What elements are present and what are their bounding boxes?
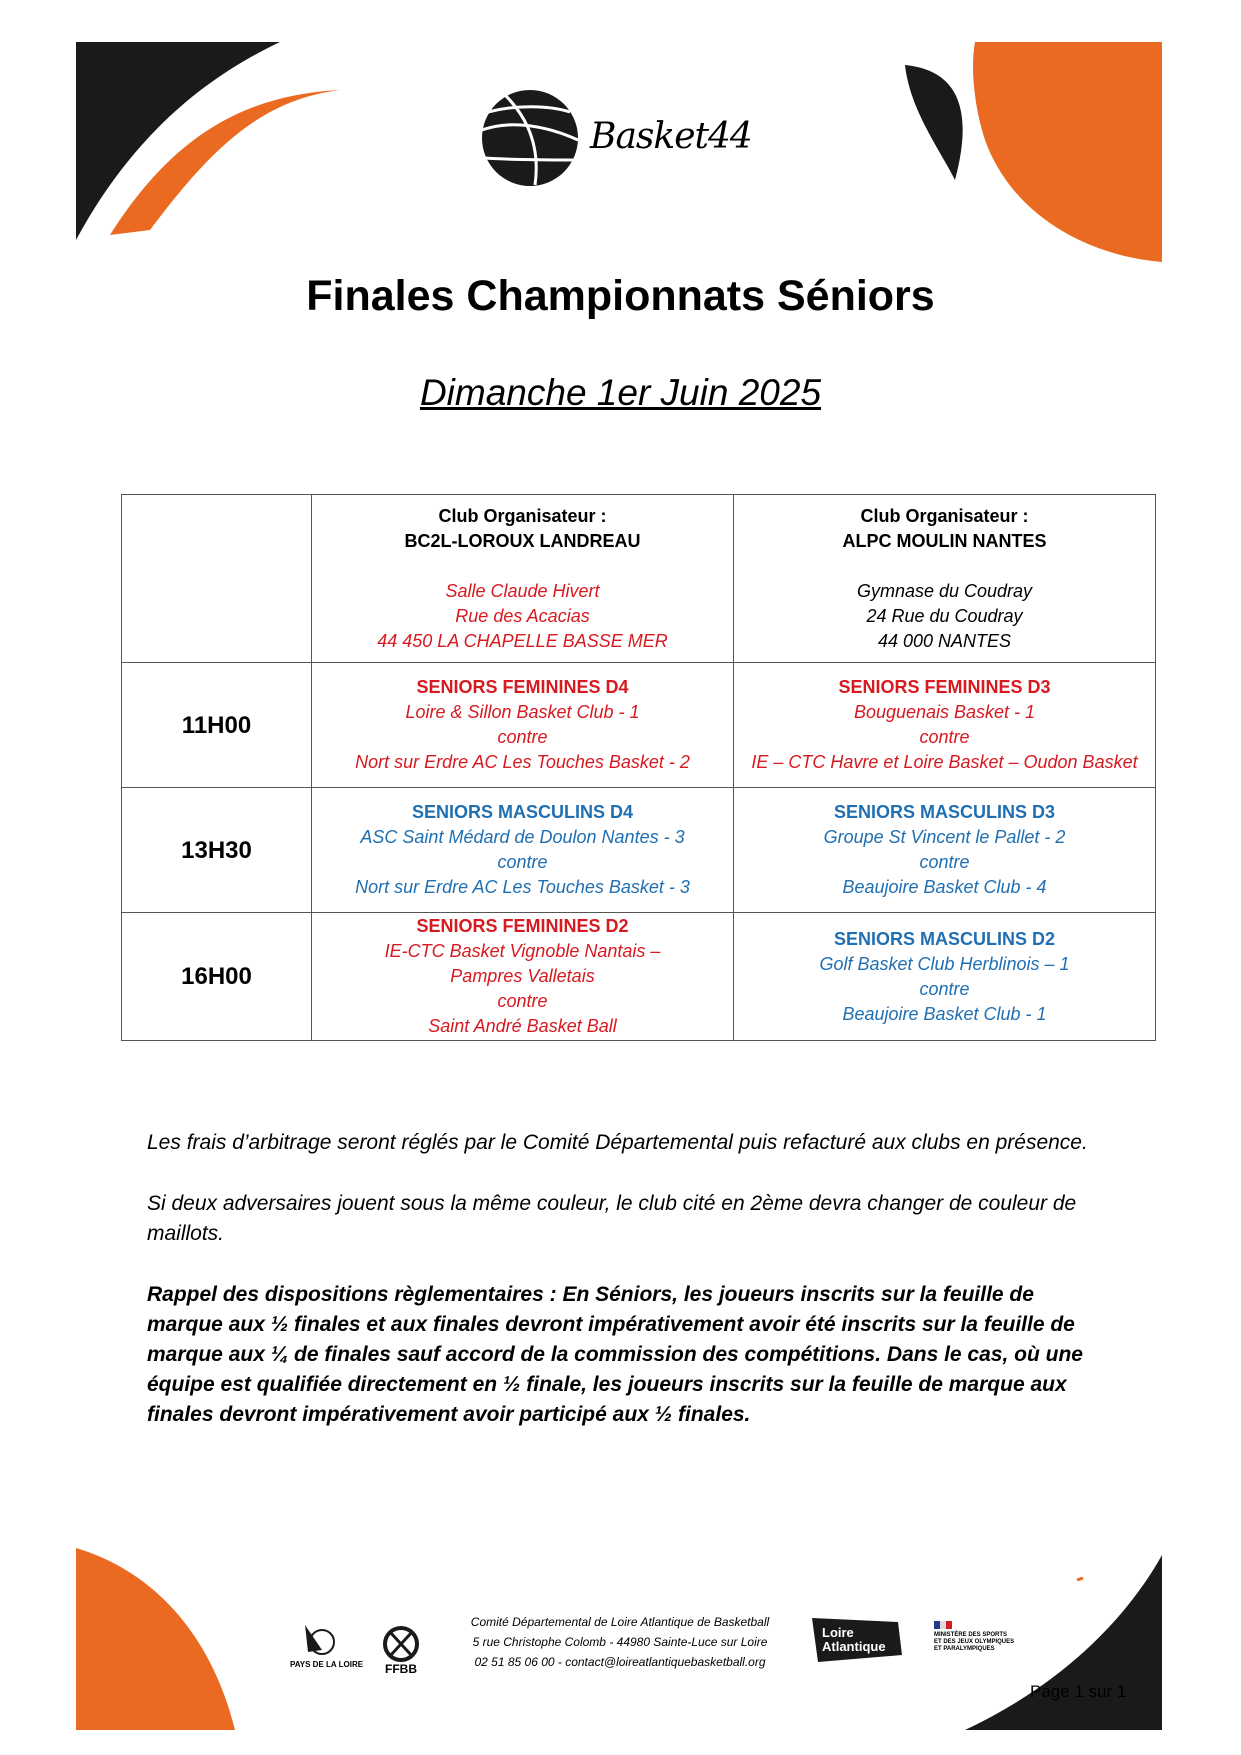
match-category: SENIORS MASCULINS D2 <box>833 928 1056 949</box>
rules-reminder: Rappel des dispositions règlementaires : En Séniors, les joueurs inscrits sur la feuille de marque aux ½ finales et aux finales devront impérativement avoir été inscrits sur la feuille de marque aux ¼ de finales sauf accord de la commission des compétitions. Dans le cas, où une équipe est qualifiée directement en ½ finale, les joueurs inscrits sur la feuille de marque aux finales devront impérativement avoir participé aux ½ finales. <box>147 1283 1083 1426</box>
venue-address-line: Gymnase du Coudray <box>856 580 1033 601</box>
ministry-logo-text: MINISTÈRE DES SPORTS ET DES JEUX OLYMPIQUES ET PARALYMPIQUES <box>934 1632 1015 1652</box>
match-team2: Nort sur Erdre AC Les Touches Basket - 2 <box>355 752 690 772</box>
match-team2: Nort sur Erdre AC Les Touches Basket - 3 <box>355 877 690 897</box>
match-category: SENIORS FEMININES D2 <box>416 916 629 936</box>
slot-time: 11H00 <box>122 663 312 788</box>
match-cell <box>734 913 1156 1041</box>
org-label: Club Organisateur : <box>438 505 607 526</box>
venue-address-line: 44 450 LA CHAPELLE BASSE MER <box>377 630 668 651</box>
match-category: SENIORS FEMININES D3 <box>838 677 1051 697</box>
slot-time: 13H30 <box>122 788 312 913</box>
venue-address-line: 44 000 NANTES <box>877 630 1012 651</box>
footer-line: Comité Départemental de Loire Atlantique de Basketball <box>470 1615 770 1629</box>
match-team1: Loire & Sillon Basket Club - 1 <box>405 702 640 722</box>
bottom-right-orange-dash <box>1077 1578 1083 1580</box>
basketball-icon <box>482 90 578 186</box>
org-label: Club Organisateur : <box>860 505 1029 526</box>
match-cell <box>312 788 734 913</box>
match-vs: contre <box>919 852 970 872</box>
match-team2: Beaujoire Basket Club - 4 <box>842 877 1047 897</box>
footer-line: 02 51 85 06 00 - contact@loireatlantiquebasketball.org <box>474 1655 766 1669</box>
venue-row <box>122 495 1156 663</box>
org-club: ALPC MOULIN NANTES <box>842 530 1047 551</box>
match-vs: contre <box>497 852 548 872</box>
slot-row <box>122 788 1156 913</box>
match-vs: contre <box>919 978 970 999</box>
match-category: SENIORS FEMININES D4 <box>416 677 629 697</box>
top-right-black-horn <box>905 65 963 180</box>
page-number: Page 1 sur 1 <box>1030 1682 1127 1701</box>
note-paragraph: Les frais d’arbitrage seront réglés par le Comité Départemental puis refacturé aux clubs en présence. <box>147 1131 1088 1154</box>
match-team2: Beaujoire Basket Club - 1 <box>842 1003 1047 1024</box>
match-team2: Saint André Basket Ball <box>428 1016 617 1036</box>
venue-address-line: 24 Rue du Coudray <box>866 605 1023 626</box>
match-category: SENIORS MASCULINS D4 <box>411 802 634 822</box>
match-vs: contre <box>497 727 548 747</box>
match-team2: IE – CTC Havre et Loire Basket – Oudon Basket <box>751 752 1138 772</box>
match-vs: contre <box>497 991 548 1011</box>
match-category: SENIORS MASCULINS D3 <box>833 802 1056 822</box>
page-title: Finales Championnats Séniors <box>306 272 935 320</box>
match-team1: ASC Saint Médard de Doulon Nantes - 3 <box>360 827 685 847</box>
slot-row <box>122 663 1156 788</box>
match-vs: contre <box>919 727 970 747</box>
slot-time: 16H00 <box>122 913 312 1041</box>
match-team1: Bouguenais Basket - 1 <box>853 702 1036 722</box>
top-right-orange-shape <box>973 42 1162 262</box>
region-logo-text: PAYS DE LA LOIRE <box>290 1660 364 1669</box>
match-cell <box>734 663 1156 788</box>
ffbb-logo-text: FFBB <box>385 1662 417 1676</box>
dept-logo-text: Loire Atlantique <box>822 1625 886 1654</box>
match-team1: Groupe St Vincent le Pallet - 2 <box>823 827 1066 847</box>
venue-cell <box>734 495 1156 663</box>
bottom-left-orange-shape <box>76 1548 235 1730</box>
logo-wordmark: Basket44 <box>590 116 752 157</box>
empty-corner-cell <box>122 495 312 663</box>
footer-line: 5 rue Christophe Colomb - 44980 Sainte-Luce sur Loire <box>472 1635 768 1649</box>
venue-cell <box>312 495 734 663</box>
venue-address-line: Salle Claude Hivert <box>445 580 600 601</box>
top-left-black-swoosh <box>76 42 280 240</box>
pays-de-la-loire-logo <box>305 1625 334 1654</box>
page-subtitle: Dimanche 1er Juin 2025 <box>419 372 822 413</box>
venue-address-line: Rue des Acacias <box>455 605 590 626</box>
schedule-table <box>121 494 1156 1041</box>
org-club: BC2L-LOROUX LANDREAU <box>404 530 641 551</box>
footer-address <box>440 1612 800 1672</box>
notes-section <box>147 1128 1107 1461</box>
match-cell <box>312 913 734 1041</box>
match-cell <box>312 663 734 788</box>
ministere-logo <box>934 1621 952 1629</box>
slot-row <box>122 913 1156 1041</box>
match-cell <box>734 788 1156 913</box>
match-team1: IE-CTC Basket Vignoble Nantais – Pampres Valletais <box>384 941 661 986</box>
ffbb-logo <box>385 1628 417 1660</box>
match-team1: Golf Basket Club Herblinois – 1 <box>819 953 1070 974</box>
note-paragraph: Si deux adversaires jouent sous la même couleur, le club cité en 2ème devra changer de couleur de maillots. <box>147 1192 1077 1245</box>
